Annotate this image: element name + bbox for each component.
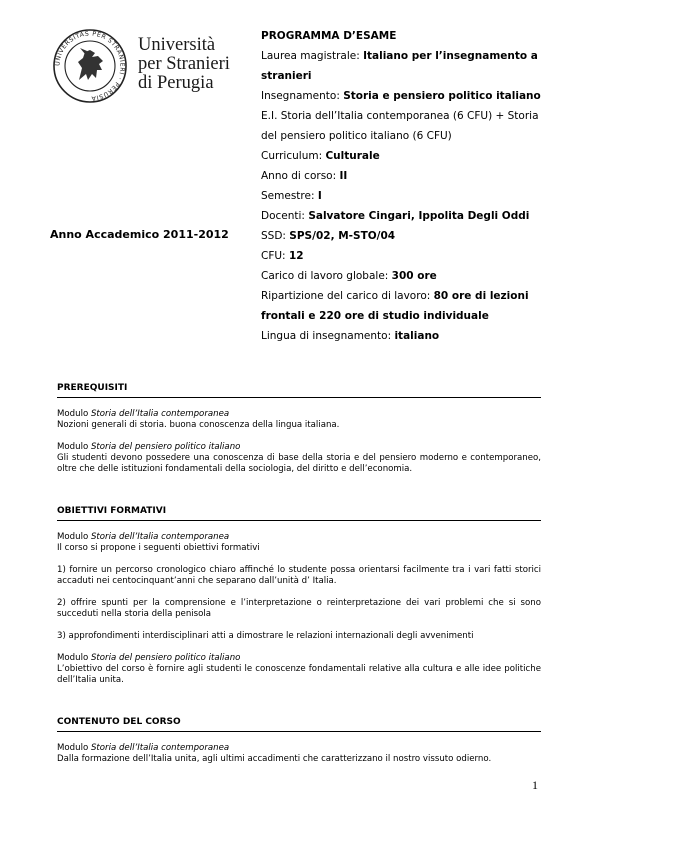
university-seal-icon <box>52 28 128 104</box>
svg-text:UNIVERSITAS PER STRANIERI · PE: UNIVERSITAS PER STRANIERI · PERUSIA <box>54 30 126 102</box>
module-name: Storia dell’Italia contemporanea <box>90 743 230 753</box>
lingua-value: italiano <box>394 330 440 342</box>
semestre-value: I <box>317 190 322 202</box>
laurea-line <box>261 46 541 66</box>
objective-point-1: 1) fornire un percorso cronologico chiaro affinché lo studente possa orientarsi facilmente tra i vari fatti storici accaduti nei centocinquant’anni che separano dall’unità d’ Italia. <box>57 565 541 586</box>
docenti-line <box>261 206 541 226</box>
university-name <box>138 36 230 93</box>
module-label <box>57 653 541 664</box>
modulo-word: Modulo <box>57 743 91 753</box>
insegnamento-value: Storia e pensiero politico italiano <box>343 90 541 102</box>
carico-line <box>261 266 541 286</box>
module-label <box>57 409 541 420</box>
module-label <box>57 532 541 543</box>
semestre-label: Semestre: <box>261 190 318 202</box>
exam-program-info <box>261 26 541 346</box>
insegnamento-line <box>261 86 541 106</box>
modulo-word: Modulo <box>57 532 91 542</box>
curriculum-label: Curriculum: <box>261 150 326 162</box>
module-label <box>57 442 541 453</box>
intro-text: Il corso si propone i seguenti obiettivi formativi <box>57 543 260 553</box>
ripartizione-line <box>261 286 541 306</box>
ripartizione-label: Ripartizione del carico di lavoro: <box>261 290 434 302</box>
ripartizione-line-cont: frontali e 220 ore di studio individuale <box>261 310 489 322</box>
semestre-line <box>261 186 541 206</box>
program-title: PROGRAMMA D’ESAME <box>261 30 397 42</box>
logo-line-1: Università <box>138 35 216 55</box>
anno-line <box>261 166 541 186</box>
carico-label: Carico di lavoro globale: <box>261 270 392 282</box>
lingua-label: Lingua di insegnamento: <box>261 330 395 342</box>
modulo-word: Modulo <box>57 653 91 663</box>
module-name: Storia del pensiero politico italiano <box>90 442 241 452</box>
module-name: Storia dell’Italia contemporanea <box>90 409 230 419</box>
module-text: Gli studenti devono possedere una conoscenza di base della storia e del pensiero moderno e contemporaneo, oltre che delle istituzioni fondamentali della sociologia, del diritto e dell’economia. <box>57 453 541 474</box>
page-number: 1 <box>532 778 538 792</box>
module-name: Storia del pensiero politico italiano <box>90 653 241 663</box>
cfu-label: CFU: <box>261 250 289 262</box>
docenti-label: Docenti: <box>261 210 309 222</box>
ei-line-2: del pensiero politico italiano (6 CFU) <box>261 130 452 142</box>
docenti-value: Salvatore Cingari, Ippolita Degli Oddi <box>308 210 530 222</box>
ssd-label: SSD: <box>261 230 290 242</box>
section-obiettivi <box>57 506 541 686</box>
laurea-line-cont: stranieri <box>261 70 312 82</box>
section-heading: OBIETTIVI FORMATIVI <box>57 506 541 521</box>
lingua-line <box>261 326 541 346</box>
curriculum-line <box>261 146 541 166</box>
section-contenuto <box>57 717 541 765</box>
ei-line-1: E.I. Storia dell’Italia contemporanea (6 CFU) + Storia <box>261 110 539 122</box>
ssd-value: SPS/02, M-STO/04 <box>289 230 396 242</box>
insegnamento-label: Insegnamento: <box>261 90 344 102</box>
laurea-label: Laurea magistrale: <box>261 50 364 62</box>
ssd-line <box>261 226 541 246</box>
carico-value: 300 ore <box>391 270 437 282</box>
cfu-value: 12 <box>288 250 304 262</box>
module-text: Dalla formazione dell’Italia unita, agli ultimi accadimenti che caratterizzano il nostro vissuto odierno. <box>57 754 492 764</box>
objective-point-2: 2) offrire spunti per la comprensione e l’interpretazione o reinterpretazione dei vari problemi che si sono succeduti nella storia della penisola <box>57 598 541 619</box>
curriculum-value: Culturale <box>325 150 380 162</box>
logo-line-3: di Perugia <box>138 73 214 93</box>
anno-value: II <box>339 170 348 182</box>
objective-point-3: 3) approfondimenti interdisciplinari atti a dimostrare le relazioni internazionali degli avvenimenti <box>57 631 474 641</box>
academic-year: Anno Accademico 2011-2012 <box>50 228 229 241</box>
laurea-value: Italiano per l’insegnamento a <box>363 50 538 62</box>
anno-label: Anno di corso: <box>261 170 340 182</box>
modulo-word: Modulo <box>57 442 91 452</box>
module-label <box>57 743 541 754</box>
modulo-word: Modulo <box>57 409 91 419</box>
module-name: Storia dell’Italia contemporanea <box>90 532 230 542</box>
ripartizione-value: 80 ore di lezioni <box>433 290 529 302</box>
section-heading: PREREQUISITI <box>57 383 541 398</box>
module-text: Nozioni generali di storia. buona conoscenza della lingua italiana. <box>57 420 340 430</box>
logo-line-2: per Stranieri <box>138 54 230 74</box>
section-prerequisiti <box>57 383 541 475</box>
cfu-line <box>261 246 541 266</box>
section-heading: CONTENUTO DEL CORSO <box>57 717 541 732</box>
module-text: L’obiettivo del corso è fornire agli studenti le conoscenze fondamentali relative alla cultura e alle idee politiche dell’Italia unita. <box>57 664 541 685</box>
